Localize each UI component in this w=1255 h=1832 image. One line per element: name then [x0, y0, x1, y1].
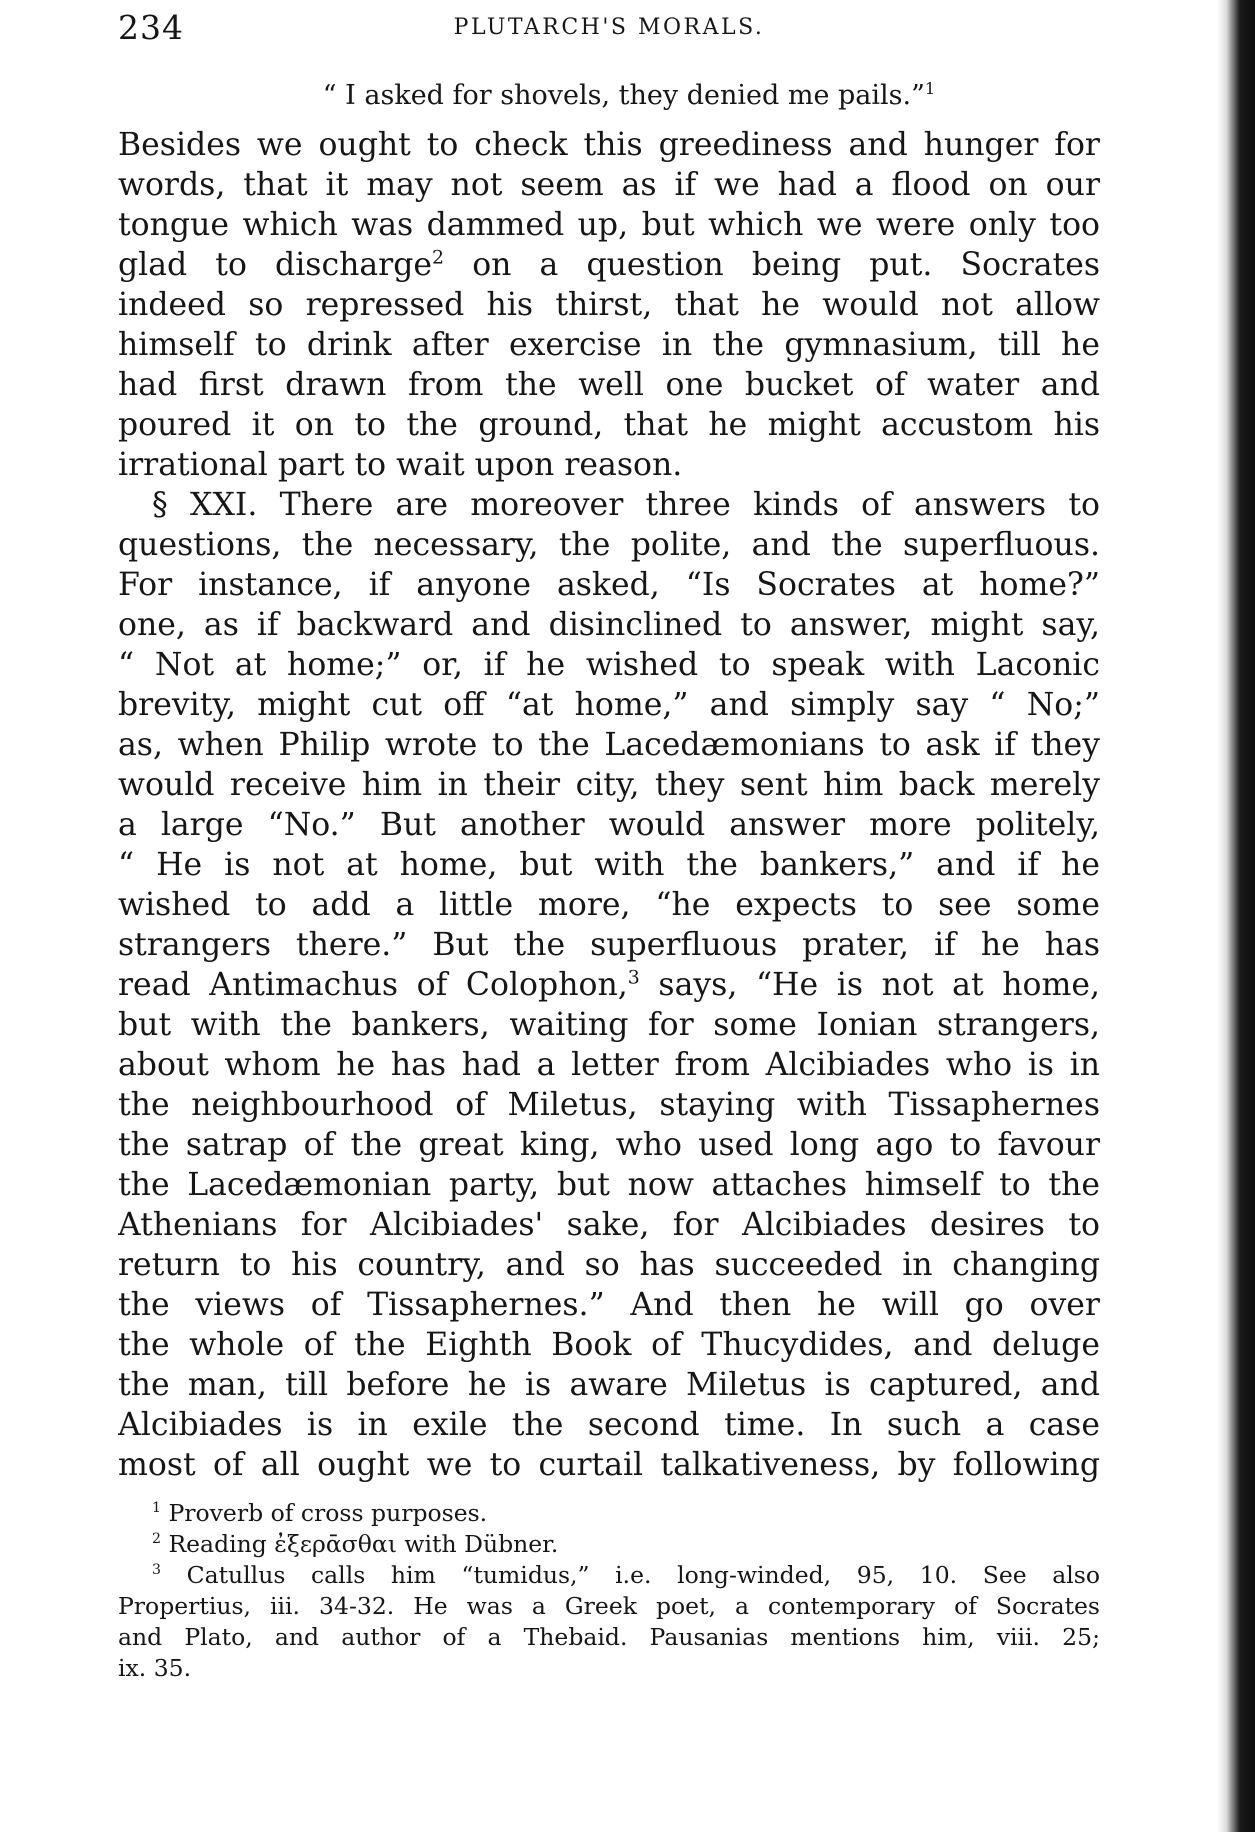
text-line: about whom he has had a letter from Alcibiades who is in — [118, 1047, 1100, 1083]
footnote-3 — [118, 1560, 1100, 1591]
text-line: irrational part to wait upon reason. — [118, 447, 683, 483]
footnotes — [118, 1498, 1100, 1684]
page-header — [118, 6, 1100, 50]
footnote-1 — [118, 1498, 1100, 1529]
text-line: himself to drink after exercise in the gymnasium, till he — [118, 327, 1100, 363]
text-line: Alcibiades is in exile the second time. In such a case — [118, 1407, 1100, 1443]
epigraph-text: “ I asked for shovels, they denied me pails.” — [322, 80, 925, 111]
footnote-mark: 1 — [152, 1500, 161, 1517]
text-line — [118, 245, 1100, 285]
main-text — [118, 125, 1100, 1485]
footnote-mark: 2 — [152, 1531, 161, 1548]
text-line: poured it on to the ground, that he might accustom his — [118, 407, 1100, 443]
text-segment: glad to discharge — [118, 247, 433, 283]
text-line — [118, 965, 1100, 1005]
page-number: 234 — [118, 8, 184, 47]
footnote-3-continued: and Plato, and author of a Thebaid. Pausanias mentions him, viii. 25; — [118, 1623, 1100, 1651]
footnote-text: Reading ἐξερᾱσθαι with Dübner. — [168, 1530, 559, 1558]
text-line: the satrap of the great king, who used long ago to favour — [118, 1127, 1100, 1163]
section-xxi-start: § XXI. There are moreover three kinds of answers to — [152, 487, 1100, 523]
footnote-mark: 3 — [152, 1562, 161, 1579]
text-line: “ Not at home;” or, if he wished to speak with Laconic — [118, 647, 1100, 683]
text-line: the neighbourhood of Miletus, staying with Tissaphernes — [118, 1087, 1100, 1123]
text-line: wished to add a little more, “he expects to see some — [118, 887, 1100, 923]
text-line: Athenians for Alcibiades' sake, for Alcibiades desires to — [118, 1207, 1100, 1243]
book-page — [118, 0, 1100, 1832]
text-line: the views of Tissaphernes.” And then he will go over — [118, 1287, 1100, 1323]
text-line: strangers there.” But the superfluous prater, if he has — [118, 927, 1100, 963]
text-segment: on a question being put. Socrates — [472, 247, 1100, 283]
text-line: Besides we ought to check this greediness and hunger for — [118, 127, 1100, 163]
text-line: would receive him in their city, they sent him back merely — [118, 767, 1100, 803]
epigraph-quote — [118, 76, 1100, 116]
footnote-reference: 3 — [627, 966, 640, 989]
text-line: but with the bankers, waiting for some Ionian strangers, — [118, 1007, 1100, 1043]
text-line: questions, the necessary, the polite, and the superfluous. — [118, 527, 1100, 563]
footnote-2 — [118, 1529, 1100, 1560]
text-segment: says, “He is not at home, — [658, 967, 1100, 1003]
footnote-text: Catullus calls him “tumidus,” i.e. long-winded, 95, 10. See also — [186, 1561, 1100, 1589]
text-line: “ He is not at home, but with the bankers,” and if he — [118, 847, 1100, 883]
text-line: words, that it may not seem as if we had a flood on our — [118, 167, 1100, 203]
footnote-text: Proverb of cross purposes. — [168, 1499, 488, 1527]
text-segment: read Antimachus of Colophon, — [118, 967, 628, 1003]
text-line: tongue which was dammed up, but which we were only too — [118, 207, 1100, 243]
text-line: as, when Philip wrote to the Lacedæmonians to ask if they — [118, 727, 1100, 763]
text-line: return to his country, and so has succeeded in changing — [118, 1247, 1100, 1283]
book-binding-edge — [1217, 0, 1255, 1832]
footnote-reference: 1 — [924, 79, 936, 98]
text-line: had first drawn from the well one bucket of water and — [118, 367, 1100, 403]
text-line: the Lacedæmonian party, but now attaches himself to the — [118, 1167, 1100, 1203]
footnote-reference: 2 — [432, 246, 445, 269]
footnote-3-continued: Propertius, iii. 34-32. He was a Greek poet, a contemporary of Socrates — [118, 1592, 1100, 1620]
text-line: indeed so repressed his thirst, that he would not allow — [118, 287, 1100, 323]
running-head: PLUTARCH'S MORALS. — [453, 15, 765, 40]
text-line: one, as if backward and disinclined to answer, might say, — [118, 607, 1100, 643]
text-line: For instance, if anyone asked, “Is Socrates at home?” — [118, 567, 1100, 603]
text-line: most of all ought we to curtail talkativeness, by following — [118, 1447, 1100, 1483]
footnote-3-continued: ix. 35. — [118, 1654, 192, 1682]
text-line: the whole of the Eighth Book of Thucydides, and deluge — [118, 1327, 1100, 1363]
text-line: the man, till before he is aware Miletus is captured, and — [118, 1367, 1100, 1403]
text-line: a large “No.” But another would answer more politely, — [118, 807, 1100, 843]
text-line: brevity, might cut off “at home,” and simply say “ No;” — [118, 687, 1100, 723]
